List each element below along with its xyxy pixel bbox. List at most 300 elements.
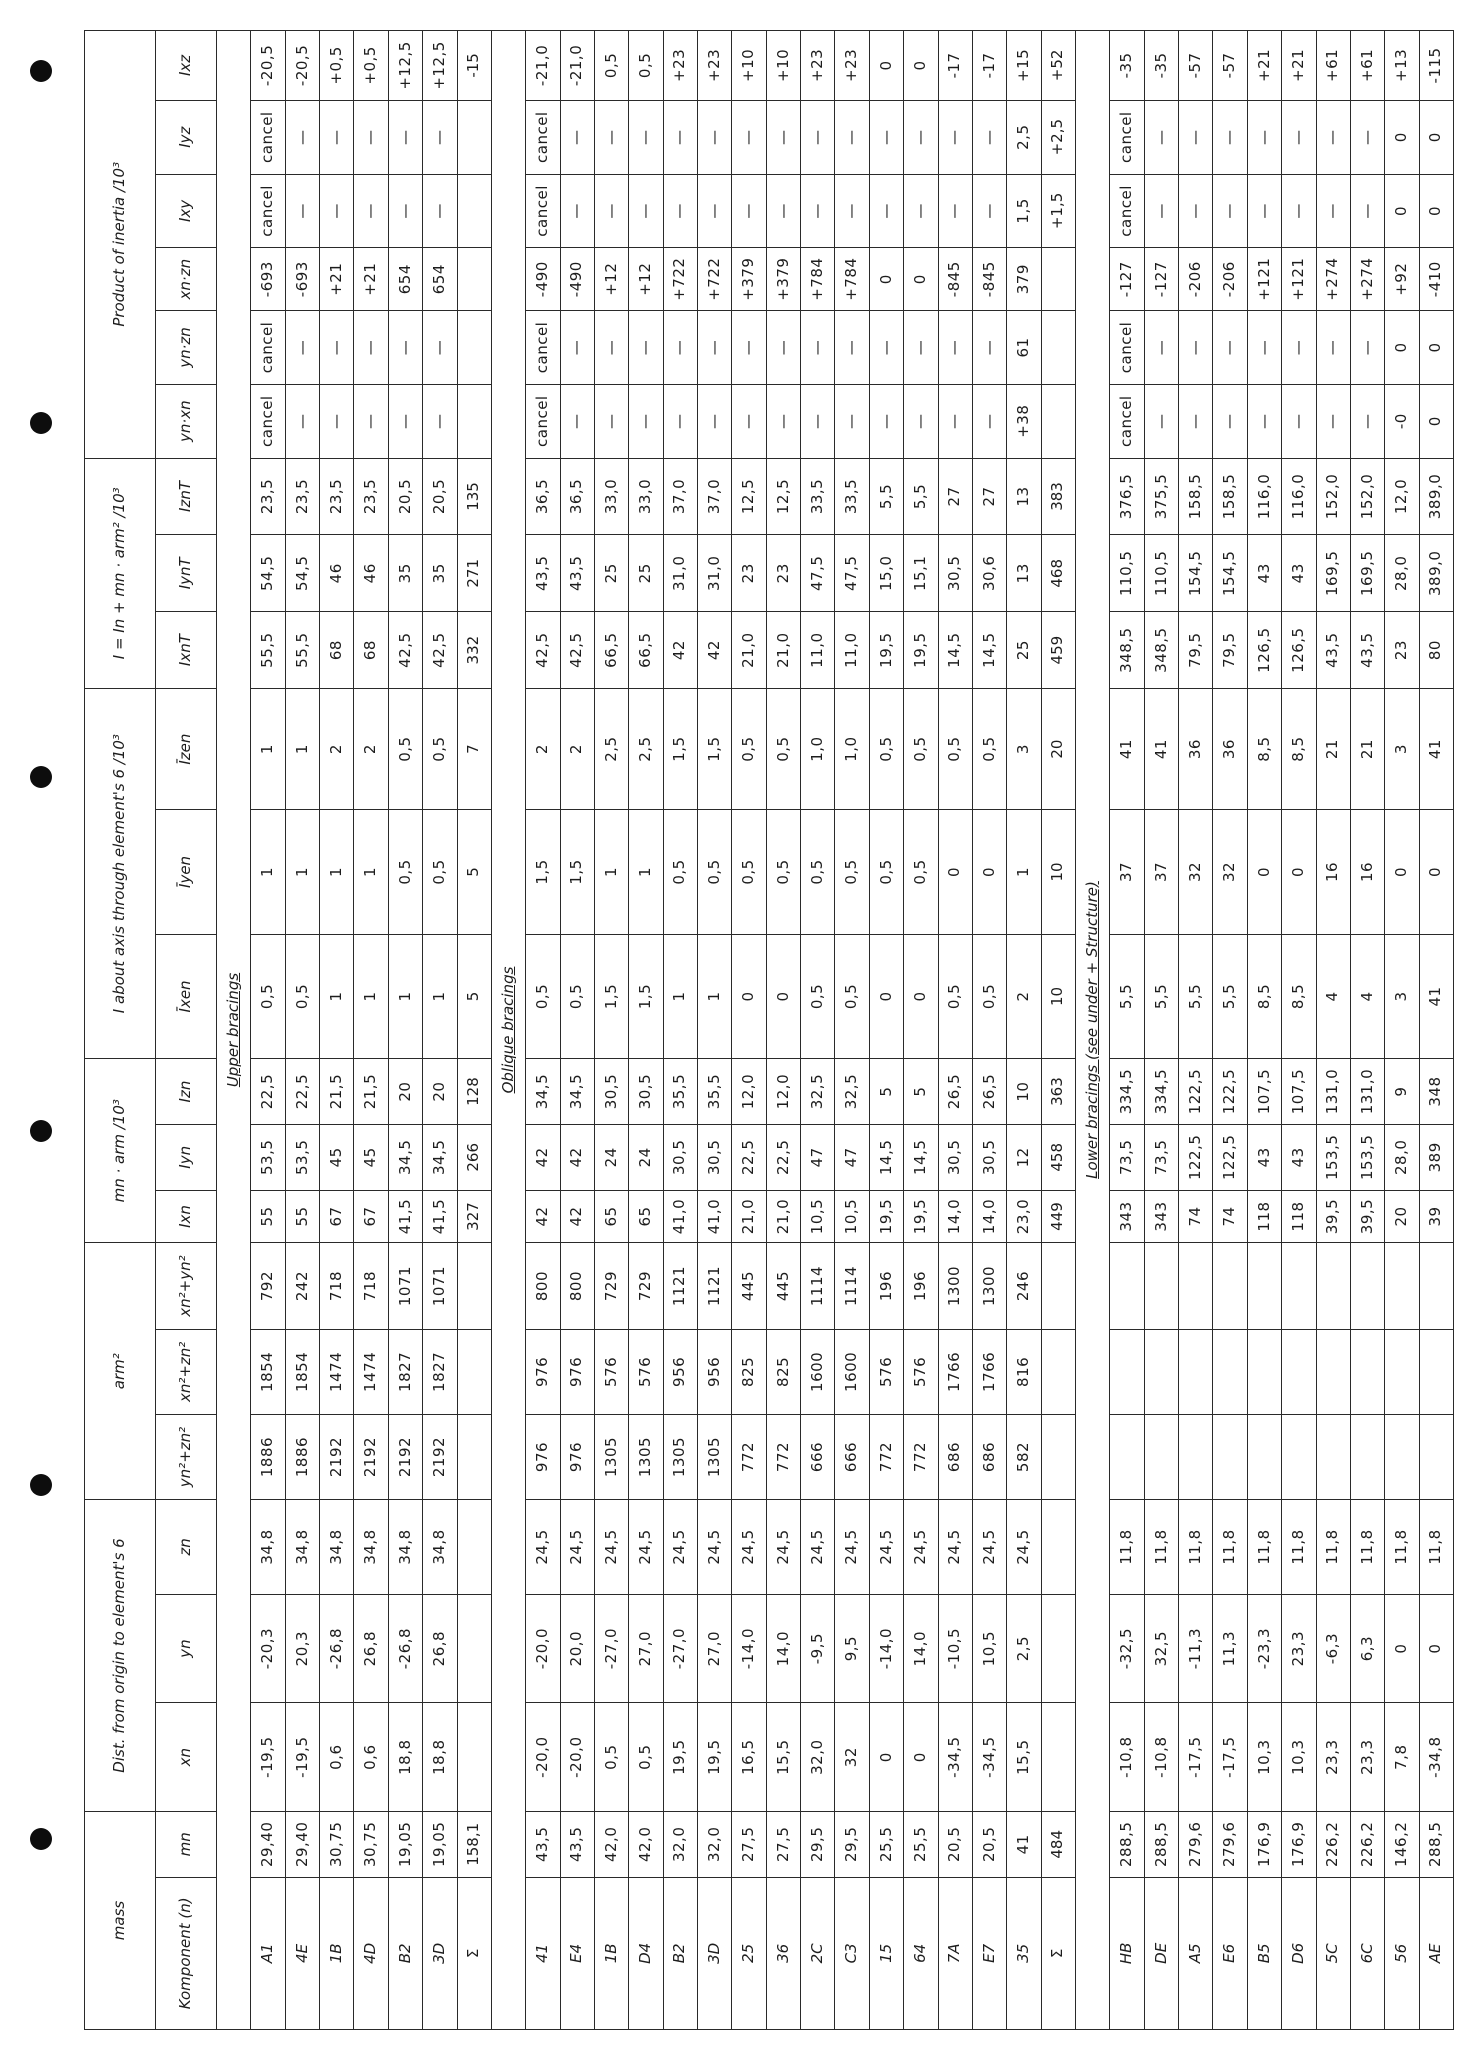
- section-row: [491, 31, 525, 2030]
- table-cell: [1419, 1243, 1453, 1329]
- table-cell: 0: [1385, 810, 1419, 935]
- table-cell: 19,5: [904, 1190, 938, 1243]
- table-cell: +784: [801, 248, 835, 311]
- table-cell: 348,5: [1110, 612, 1144, 689]
- table-cell: —: [869, 174, 903, 248]
- table-cell: —: [835, 384, 869, 458]
- table-cell: —: [904, 384, 938, 458]
- table-cell: —: [1179, 384, 1213, 458]
- table-cell: 10: [1007, 1059, 1041, 1125]
- table-cell: +61: [1316, 31, 1350, 101]
- table-cell: 11,3: [1213, 1594, 1247, 1703]
- table-cell: 27,5: [732, 1811, 766, 1877]
- table-cell: 23,5: [285, 458, 319, 535]
- table-cell: 41: [1110, 689, 1144, 810]
- table-cell: -23,3: [1247, 1594, 1281, 1703]
- table-cell: —: [1316, 384, 1350, 458]
- table-cell: 9,5: [835, 1594, 869, 1703]
- table-cell: -32,5: [1110, 1594, 1144, 1703]
- table-cell: 27: [938, 458, 972, 535]
- table-cell: [1110, 1414, 1144, 1499]
- table-cell: 772: [732, 1414, 766, 1499]
- table-cell: [1247, 1243, 1281, 1329]
- table-cell: 65: [629, 1190, 663, 1243]
- table-cell: -17: [972, 31, 1006, 101]
- table-cell: 226,2: [1350, 1811, 1384, 1877]
- table-cell: 25: [1007, 612, 1041, 689]
- column-header: IxnT: [156, 612, 217, 689]
- table-cell: 24,5: [732, 1500, 766, 1595]
- sum-cell: -15: [457, 31, 491, 101]
- table-cell: [1419, 1414, 1453, 1499]
- sum-cell: 484: [1041, 1811, 1075, 1877]
- table-cell: 0,6: [354, 1703, 388, 1812]
- table-cell: 8,5: [1282, 934, 1316, 1059]
- table-cell: —: [629, 384, 663, 458]
- table-cell: 1474: [354, 1329, 388, 1414]
- table-cell: -693: [251, 248, 285, 311]
- table-row: [938, 31, 972, 2030]
- table-cell: 1: [285, 689, 319, 810]
- table-cell: 14,5: [972, 612, 1006, 689]
- product-group-header: Product of inertia /10³: [85, 31, 156, 459]
- table-cell: 20,5: [423, 458, 457, 535]
- table-cell: 8,5: [1247, 934, 1281, 1059]
- table-cell: —: [388, 174, 422, 248]
- table-cell: 30,5: [594, 1059, 628, 1125]
- table-cell: +10: [766, 31, 800, 101]
- table-cell: 116,0: [1282, 458, 1316, 535]
- table-cell: 24: [629, 1124, 663, 1190]
- table-cell: 36,5: [526, 458, 560, 535]
- table-cell: +274: [1316, 248, 1350, 311]
- table-cell: 154,5: [1213, 535, 1247, 612]
- sum-cell: 5: [457, 934, 491, 1059]
- table-cell: 2192: [354, 1414, 388, 1499]
- table-cell: 772: [904, 1414, 938, 1499]
- table-cell: 30,5: [663, 1124, 697, 1190]
- table-cell: -21,0: [526, 31, 560, 101]
- sum-cell: 449: [1041, 1190, 1075, 1243]
- table-cell: 32,5: [835, 1059, 869, 1125]
- table-cell: 34,8: [423, 1500, 457, 1595]
- table-row: [904, 31, 938, 2030]
- table-cell: 1827: [388, 1329, 422, 1414]
- table-cell: —: [663, 311, 697, 385]
- table-cell: 37: [1110, 810, 1144, 935]
- table-cell: 1766: [938, 1329, 972, 1414]
- table-cell: 0,5: [423, 810, 457, 935]
- table-cell: 21,5: [320, 1059, 354, 1125]
- mass-group-header: mass: [85, 1811, 156, 2029]
- table-cell: 0: [869, 934, 903, 1059]
- table-cell: 22,5: [251, 1059, 285, 1125]
- table-cell: 4: [1316, 934, 1350, 1059]
- sigma-label: Σ: [1041, 1877, 1075, 2029]
- table-cell: —: [1144, 384, 1178, 458]
- column-header: Iyz: [156, 100, 217, 174]
- sum-cell: +52: [1041, 31, 1075, 101]
- table-row: [423, 31, 457, 2030]
- table-cell: 34,8: [354, 1500, 388, 1595]
- table-cell: 0: [972, 810, 1006, 935]
- sum-cell: [1041, 1414, 1075, 1499]
- table-cell: 0: [904, 1703, 938, 1812]
- sum-cell: [457, 311, 491, 385]
- table-cell: 0,6: [320, 1703, 354, 1812]
- table-cell: +722: [698, 248, 732, 311]
- table-cell: +61: [1350, 31, 1384, 101]
- sum-cell: 135: [457, 458, 491, 535]
- table-cell: +13: [1385, 31, 1419, 101]
- table-cell: 24,5: [766, 1500, 800, 1595]
- table-cell: 11,0: [835, 612, 869, 689]
- sum-cell: 363: [1041, 1059, 1075, 1125]
- table-cell: 0: [1419, 384, 1453, 458]
- table-cell: —: [869, 384, 903, 458]
- table-cell: 28,0: [1385, 1124, 1419, 1190]
- component-label: B5: [1247, 1877, 1281, 2029]
- table-cell: 12,0: [1385, 458, 1419, 535]
- table-cell: 45: [320, 1124, 354, 1190]
- table-row: [629, 31, 663, 2030]
- table-cell: 772: [766, 1414, 800, 1499]
- sum-cell: 459: [1041, 612, 1075, 689]
- table-cell: 0,5: [732, 689, 766, 810]
- table-row: [1385, 31, 1419, 2030]
- table-cell: 24,5: [526, 1500, 560, 1595]
- table-cell: —: [423, 384, 457, 458]
- table-cell: —: [835, 100, 869, 174]
- column-header: Īyen: [156, 810, 217, 935]
- table-cell: 35,5: [698, 1059, 732, 1125]
- table-cell: -26,8: [320, 1594, 354, 1703]
- table-cell: 154,5: [1179, 535, 1213, 612]
- table-cell: 976: [526, 1329, 560, 1414]
- table-cell: 334,5: [1110, 1059, 1144, 1125]
- table-cell: -20,5: [285, 31, 319, 101]
- table-cell: 18,8: [423, 1703, 457, 1812]
- table-cell: 43,5: [560, 535, 594, 612]
- table-row: [320, 31, 354, 2030]
- column-header: xn²+yn²: [156, 1243, 217, 1329]
- table-cell: 1305: [594, 1414, 628, 1499]
- section-row: [217, 31, 251, 2030]
- table-cell: +12: [629, 248, 663, 311]
- sum-cell: 458: [1041, 1124, 1075, 1190]
- sum-cell: [1041, 1243, 1075, 1329]
- arm2-group-header: arm²: [85, 1243, 156, 1500]
- table-cell: [1385, 1329, 1419, 1414]
- table-cell: 19,5: [904, 612, 938, 689]
- sum-cell: [457, 1329, 491, 1414]
- table-cell: +274: [1350, 248, 1384, 311]
- table-cell: -20,5: [251, 31, 285, 101]
- table-cell: 34,5: [388, 1124, 422, 1190]
- sum-cell: [457, 1500, 491, 1595]
- table-cell: cancel: [1110, 100, 1144, 174]
- table-row: [1419, 31, 1453, 2030]
- sum-cell: 266: [457, 1124, 491, 1190]
- table-cell: 800: [526, 1243, 560, 1329]
- table-cell: 24,5: [663, 1500, 697, 1595]
- table-cell: 1,0: [801, 689, 835, 810]
- table-cell: —: [972, 100, 1006, 174]
- component-label: HB: [1110, 1877, 1144, 2029]
- table-cell: 25: [629, 535, 663, 612]
- table-cell: 118: [1247, 1190, 1281, 1243]
- table-cell: 376,5: [1110, 458, 1144, 535]
- table-cell: 1: [354, 810, 388, 935]
- table-cell: 110,5: [1110, 535, 1144, 612]
- table-cell: 32: [1213, 810, 1247, 935]
- sum-cell: [1041, 1703, 1075, 1812]
- table-row: [354, 31, 388, 2030]
- column-header: yn: [156, 1594, 217, 1703]
- column-header-row: [156, 31, 217, 2030]
- column-header: xn²+zn²: [156, 1329, 217, 1414]
- table-cell: 79,5: [1213, 612, 1247, 689]
- table-cell: 11,8: [1247, 1500, 1281, 1595]
- table-cell: [1144, 1243, 1178, 1329]
- table-row: [766, 31, 800, 2030]
- table-cell: —: [1282, 100, 1316, 174]
- table-cell: 1: [251, 689, 285, 810]
- component-label: 1B: [594, 1877, 628, 2029]
- component-label: 4D: [354, 1877, 388, 2029]
- table-cell: 1: [320, 810, 354, 935]
- table-cell: —: [594, 100, 628, 174]
- table-cell: 21,0: [732, 1190, 766, 1243]
- table-cell: cancel: [1110, 174, 1144, 248]
- table-cell: 20,0: [560, 1594, 594, 1703]
- table-cell: —: [423, 174, 457, 248]
- table-cell: 0,5: [938, 934, 972, 1059]
- table-cell: —: [663, 384, 697, 458]
- table-cell: 196: [904, 1243, 938, 1329]
- component-label: C3: [835, 1877, 869, 2029]
- column-header: yn²+zn²: [156, 1414, 217, 1499]
- table-cell: -845: [938, 248, 972, 311]
- table-cell: 956: [663, 1329, 697, 1414]
- table-cell: 41: [1007, 1811, 1041, 1877]
- table-cell: 0,5: [285, 934, 319, 1059]
- table-cell: 20,5: [972, 1811, 1006, 1877]
- mn-arm-group-header: mn · arm /10³: [85, 1059, 156, 1243]
- table-cell: 42: [526, 1124, 560, 1190]
- table-cell: 68: [354, 612, 388, 689]
- table-cell: +0,5: [320, 31, 354, 101]
- table-cell: [1213, 1243, 1247, 1329]
- table-cell: -20,0: [526, 1703, 560, 1812]
- table-cell: cancel: [1110, 311, 1144, 385]
- table-row: [869, 31, 903, 2030]
- table-cell: 0: [1385, 100, 1419, 174]
- table-cell: -10,5: [938, 1594, 972, 1703]
- component-label: 6C: [1350, 1877, 1384, 2029]
- table-cell: 21,0: [732, 612, 766, 689]
- table-cell: 8,5: [1247, 689, 1281, 810]
- table-cell: 576: [869, 1329, 903, 1414]
- table-cell: 21,0: [766, 1190, 800, 1243]
- sum-cell: 7: [457, 689, 491, 810]
- sum-cell: [1041, 1594, 1075, 1703]
- table-cell: 1,5: [594, 934, 628, 1059]
- sum-row: [1041, 31, 1075, 2030]
- table-cell: 1305: [698, 1414, 732, 1499]
- component-label: 35: [1007, 1877, 1041, 2029]
- table-cell: 24,5: [560, 1500, 594, 1595]
- table-cell: cancel: [526, 174, 560, 248]
- table-cell: [1213, 1329, 1247, 1414]
- table-cell: 169,5: [1350, 535, 1384, 612]
- table-cell: 654: [423, 248, 457, 311]
- table-cell: —: [801, 311, 835, 385]
- table-cell: —: [354, 174, 388, 248]
- table-row: [1144, 31, 1178, 2030]
- table-cell: 11,8: [1385, 1500, 1419, 1595]
- table-cell: +121: [1247, 248, 1281, 311]
- table-row: [732, 31, 766, 2030]
- component-label: B2: [388, 1877, 422, 2029]
- table-row: [1007, 31, 1041, 2030]
- component-label: 56: [1385, 1877, 1419, 2029]
- table-cell: +92: [1385, 248, 1419, 311]
- table-cell: 288,5: [1419, 1811, 1453, 1877]
- table-cell: 0,5: [801, 934, 835, 1059]
- punch-hole: [30, 412, 52, 434]
- table-cell: 35: [388, 535, 422, 612]
- table-cell: 35,5: [663, 1059, 697, 1125]
- table-cell: 2: [320, 689, 354, 810]
- table-cell: 37,0: [698, 458, 732, 535]
- table-cell: 0: [1385, 311, 1419, 385]
- table-cell: 1,5: [560, 810, 594, 935]
- table-cell: 31,0: [663, 535, 697, 612]
- table-row: [835, 31, 869, 2030]
- column-header: Komponent (n): [156, 1877, 217, 2029]
- table-cell: 42,5: [388, 612, 422, 689]
- table-cell: 0,5: [869, 689, 903, 810]
- table-row: [388, 31, 422, 2030]
- table-cell: 576: [904, 1329, 938, 1414]
- table-cell: 54,5: [285, 535, 319, 612]
- table-cell: 122,5: [1179, 1059, 1213, 1125]
- table-cell: [1385, 1243, 1419, 1329]
- table-cell: 66,5: [629, 612, 663, 689]
- table-cell: 0,5: [766, 689, 800, 810]
- table-cell: -34,5: [972, 1703, 1006, 1812]
- table-cell: —: [1316, 311, 1350, 385]
- table-cell: 2,5: [594, 689, 628, 810]
- table-cell: 14,0: [904, 1594, 938, 1703]
- table-cell: 11,8: [1316, 1500, 1350, 1595]
- table-cell: 13: [1007, 458, 1041, 535]
- table-cell: 0,5: [663, 810, 697, 935]
- table-cell: 43: [1282, 535, 1316, 612]
- table-cell: 1,5: [629, 934, 663, 1059]
- table-cell: 19,05: [423, 1811, 457, 1877]
- table-cell: 20: [388, 1059, 422, 1125]
- table-cell: 73,5: [1144, 1124, 1178, 1190]
- table-cell: -10,8: [1144, 1703, 1178, 1812]
- table-cell: —: [354, 311, 388, 385]
- table-cell: 14,5: [869, 1124, 903, 1190]
- table-cell: 32: [835, 1703, 869, 1812]
- table-cell: -115: [1419, 31, 1453, 101]
- table-cell: 5: [869, 1059, 903, 1125]
- table-cell: —: [766, 100, 800, 174]
- table-cell: 11,8: [1213, 1500, 1247, 1595]
- table-cell: —: [1247, 384, 1281, 458]
- table-cell: —: [801, 100, 835, 174]
- table-cell: 26,5: [972, 1059, 1006, 1125]
- table-cell: 0,5: [388, 810, 422, 935]
- table-cell: 2: [526, 689, 560, 810]
- table-cell: —: [732, 100, 766, 174]
- table-cell: 343: [1144, 1190, 1178, 1243]
- table-cell: 29,5: [835, 1811, 869, 1877]
- table-cell: —: [1144, 174, 1178, 248]
- table-cell: —: [1247, 100, 1281, 174]
- table-cell: 30,5: [629, 1059, 663, 1125]
- table-cell: 47,5: [835, 535, 869, 612]
- table-cell: 43,5: [526, 1811, 560, 1877]
- table-cell: 43,5: [1316, 612, 1350, 689]
- table-cell: [1419, 1329, 1453, 1414]
- table-cell: 2,5: [1007, 1594, 1041, 1703]
- table-cell: 26,8: [354, 1594, 388, 1703]
- table-cell: —: [663, 100, 697, 174]
- sum-cell: 128: [457, 1059, 491, 1125]
- table-cell: 0: [904, 934, 938, 1059]
- table-cell: —: [835, 174, 869, 248]
- table-cell: 20,3: [285, 1594, 319, 1703]
- table-cell: 0,5: [629, 31, 663, 101]
- table-cell: —: [285, 311, 319, 385]
- sum-cell: [457, 1414, 491, 1499]
- table-cell: 30,75: [354, 1811, 388, 1877]
- table-cell: —: [354, 384, 388, 458]
- sum-cell: [1041, 1329, 1075, 1414]
- table-cell: 24,5: [869, 1500, 903, 1595]
- table-cell: 2192: [388, 1414, 422, 1499]
- sum-cell: 10: [1041, 934, 1075, 1059]
- table-cell: 375,5: [1144, 458, 1178, 535]
- component-label: D6: [1282, 1877, 1316, 2029]
- table-cell: 389: [1419, 1124, 1453, 1190]
- table-cell: [1144, 1414, 1178, 1499]
- table-cell: 34,8: [285, 1500, 319, 1595]
- dist-group-header: Dist. from origin to element's 6: [85, 1500, 156, 1812]
- table-body: [217, 31, 1454, 2030]
- table-cell: 33,0: [594, 458, 628, 535]
- table-cell: -14,0: [869, 1594, 903, 1703]
- table-row: [1316, 31, 1350, 2030]
- table-cell: —: [835, 311, 869, 385]
- table-cell: +23: [698, 31, 732, 101]
- table-row: [663, 31, 697, 2030]
- table-cell: —: [801, 174, 835, 248]
- table-cell: -127: [1110, 248, 1144, 311]
- component-label: B2: [663, 1877, 697, 2029]
- table-cell: 39: [1419, 1190, 1453, 1243]
- table-cell: 226,2: [1316, 1811, 1350, 1877]
- table-cell: 0: [1385, 1594, 1419, 1703]
- table-cell: [1247, 1329, 1281, 1414]
- table-cell: 0: [869, 31, 903, 101]
- table-cell: 348: [1419, 1059, 1453, 1125]
